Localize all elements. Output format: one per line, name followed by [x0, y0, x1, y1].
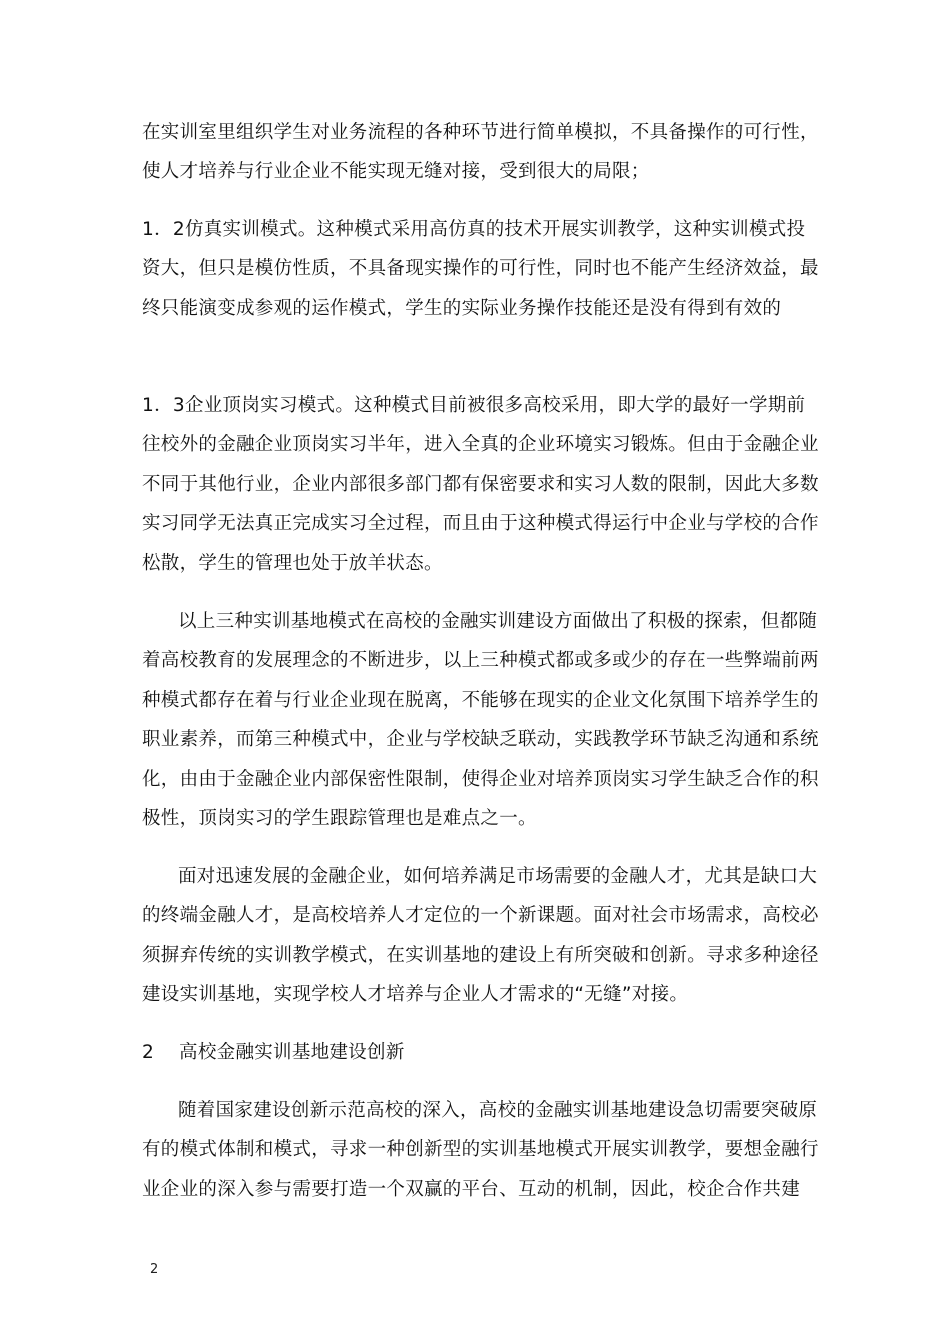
text-line: 建设实训基地，实现学校人才培养与企业人才需求的“无缝”对接。: [142, 984, 689, 1005]
paragraph-line: 以上三种实训基地模式在高校的金融实训建设方面做出了积极的探索，但都随: [178, 611, 818, 632]
text-line: 化，由由于金融企业内部保密性限制，使得企业对培养顶岗实习学生缺乏合作的积: [142, 769, 819, 790]
text-line: 种模式都存在着与行业企业现在脱离，不能够在现实的企业文化氛围下培养学生的: [142, 690, 819, 711]
paragraph-line: 面对迅速发展的金融企业，如何培养满足市场需要的金融人才，尤其是缺口大: [178, 866, 818, 887]
text-line: 终只能演变成参观的运作模式，学生的实际业务操作技能还是没有得到有效的: [142, 298, 782, 319]
text-line: 松散，学生的管理也处于放羊状态。: [142, 553, 443, 574]
text-line: 使人才培养与行业企业不能实现无缝对接，受到很大的局限；: [142, 161, 650, 182]
text-line: 极性，顶岗实习的学生跟踪管理也是难点之一。: [142, 808, 537, 829]
text-line: 有的模式体制和模式，寻求一种创新型的实训基地模式开展实训教学，要想金融行: [142, 1139, 819, 1160]
text-line: 的终端金融人才，是高校培养人才定位的一个新课题。面对社会市场需求，高校必: [142, 905, 819, 926]
section-1-3-line: 1．3企业顶岗实习模式。这种模式目前被很多高校采用，即大学的最好一学期前: [142, 395, 806, 416]
text-line: 实习同学无法真正完成实习全过程，而且由于这种模式得运行中企业与学校的合作: [142, 513, 819, 534]
text-line: 在实训室里组织学生对业务流程的各种环节进行简单模拟，不具备操作的可行性，: [142, 122, 819, 143]
text-line: 业企业的深入参与需要打造一个双赢的平台、互动的机制，因此，校企合作共建: [142, 1179, 801, 1200]
text-line: 须摒弃传统的实训教学模式，在实训基地的建设上有所突破和创新。寻求多种途径: [142, 945, 819, 966]
text-line: 职业素养，而第三种模式中，企业与学校缺乏联动，实践教学环节缺乏沟通和系统: [142, 729, 819, 750]
text-line: 着高校教育的发展理念的不断进步，以上三种模式都或多或少的存在一些弊端前两: [142, 650, 819, 671]
text-line: 往校外的金融企业顶岗实习半年，进入全真的企业环境实习锻炼。但由于金融企业: [142, 434, 819, 455]
section-heading: 2 高校金融实训基地建设创新: [142, 1042, 405, 1063]
paragraph-line: 随着国家建设创新示范高校的深入，高校的金融实训基地建设急切需要突破原: [178, 1100, 818, 1121]
text-line: 不同于其他行业，企业内部很多部门都有保密要求和实习人数的限制，因此大多数: [142, 474, 819, 495]
text-line: 资大，但只是模仿性质，不具备现实操作的可行性，同时也不能产生经济效益，最: [142, 258, 819, 279]
section-1-2-line: 1．2仿真实训模式。这种模式采用高仿真的技术开展实训教学，这种实训模式投: [142, 219, 806, 240]
page-number: 2: [150, 1262, 159, 1277]
